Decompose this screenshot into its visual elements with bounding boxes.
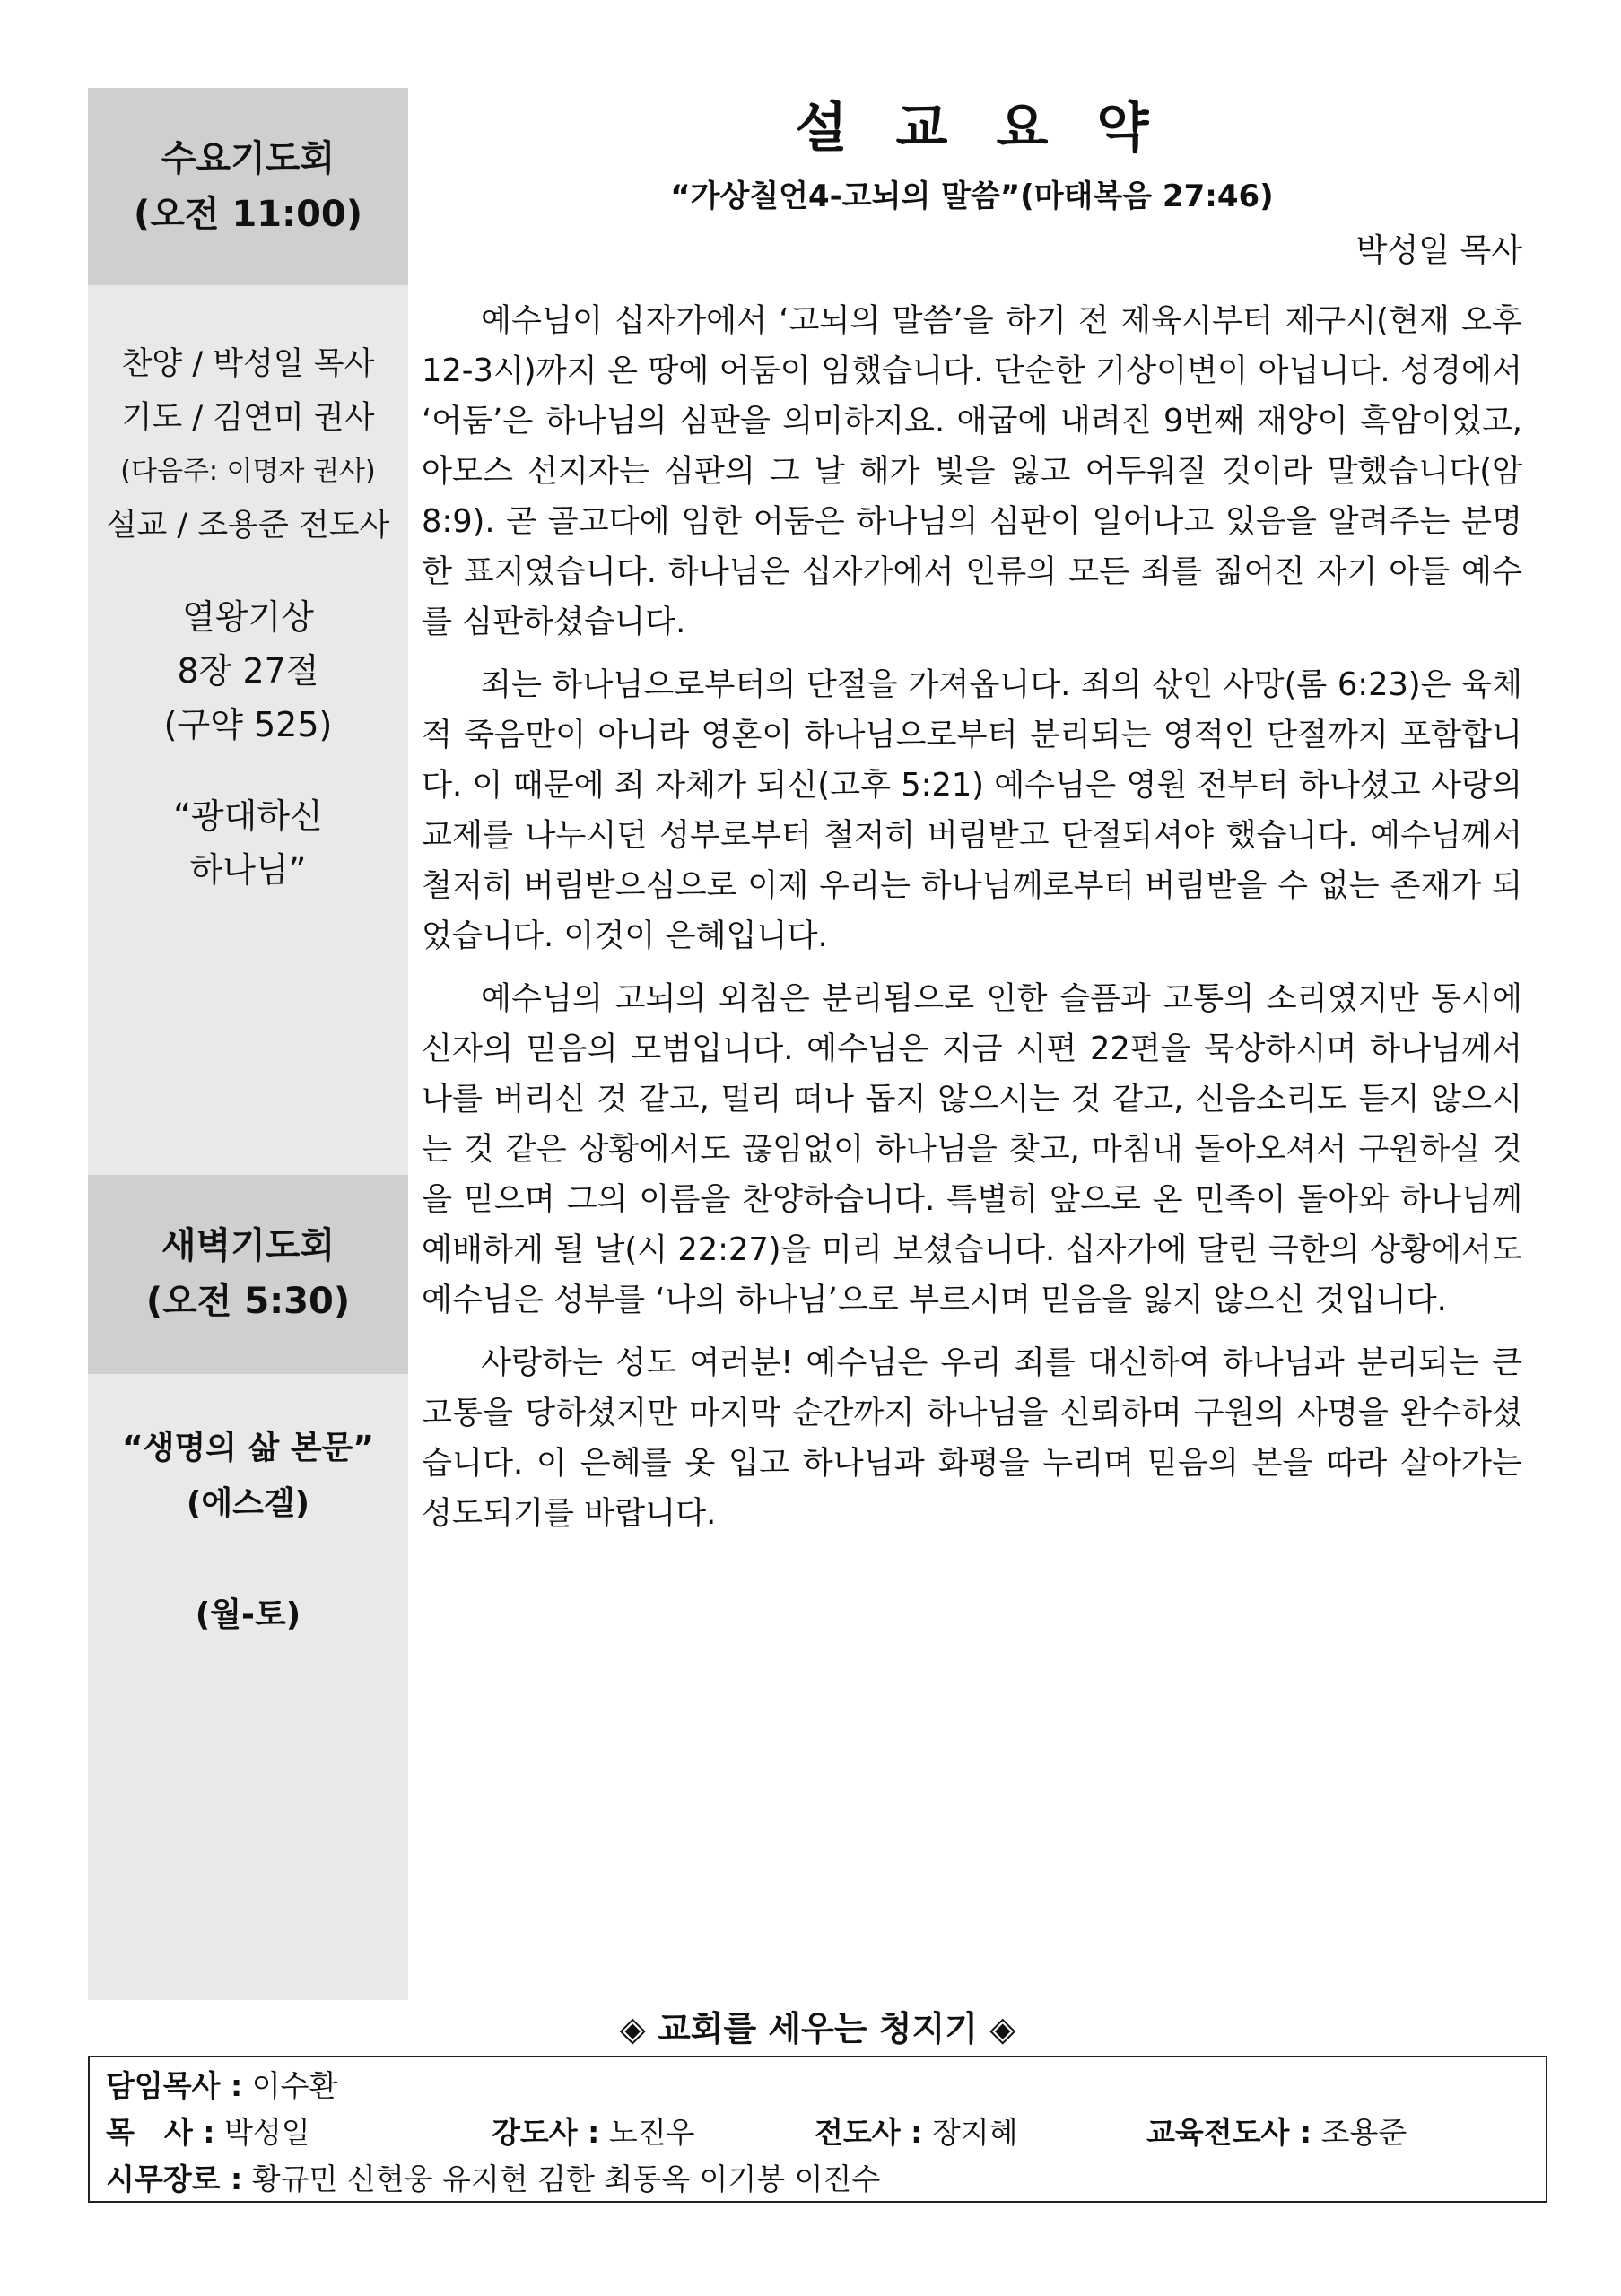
scripture-ref: 8장 27절 xyxy=(177,651,319,691)
sermon-preacher: 설교 / 조용준 전도사 xyxy=(106,508,390,544)
dawn-days: (월-토) xyxy=(195,1596,301,1633)
sermon-heading: 설교요약 xyxy=(795,97,1198,160)
edu-evangelist-label: 교육전도사 : xyxy=(1146,2115,1312,2150)
preacher-label: 강도사 : xyxy=(492,2115,600,2150)
wednesday-service-details xyxy=(88,285,408,1175)
sermon-paragraph: 죄는 하나님으로부터의 단절을 가져옵니다. 죄의 삯인 사망(롬 6:23)은 육체적 죽음만이 아니라 영혼이 하나님으로부터 분리되는 영적인 단절까지 포함합니다. 이 때문에 죄 자체가 되신(고후 5:21) 예수님은 영원 전부터 하나셨고 사랑의 교제를 나누시던 성부로부터 철저히 버림받고 단절되셔야 했습니다. 예수님께서 철저히 버림받으심으로 이제 우리는 하나님께로부터 버림받을 수 없는 존재가 되었습니다. 이것이 은혜입니다. xyxy=(422,666,1522,954)
pastor-label: 목 사 : xyxy=(106,2115,215,2150)
preacher-name: 노진우 xyxy=(608,2115,695,2150)
wednesday-service-header xyxy=(88,88,408,285)
sidebar xyxy=(88,88,408,2000)
dawn-text-line1: “생명의 삶 본문” xyxy=(121,1430,375,1466)
sermon-author: 박성일 목사 xyxy=(1355,232,1522,269)
praise-leader: 찬양 / 박성일 목사 xyxy=(121,346,375,382)
staff-box xyxy=(88,2056,1547,2203)
dawn-service-header xyxy=(88,1175,408,1374)
scripture-page: (구약 525) xyxy=(163,705,333,744)
pastor-name: 박성일 xyxy=(223,2115,310,2150)
sermon-paragraph: 예수님이 십자가에서 ‘고뇌의 말씀’을 하기 전 제육시부터 제구시(현재 오후 12-3시)까지 온 땅에 어둠이 임했습니다. 단순한 기상이변이 아닙니다. 성경에서 ‘어둠’은 하나님의 심판을 의미하지요. 애굽에 내려진 9번째 재앙이 흑암이었고, 아모스 선지자는 심판의 그 날 해가 빛을 잃고 어두워질 것이라 말했습니다(암 8:9). 곧 골고다에 임한 어둠은 하나님의 심판이 일어나고 있음을 알려주는 분명한 표지였습니다. 하나님은 십자가에서 인류의 모든 죄를 짊어진 자기 아들 예수를 심판하셨습니다. xyxy=(422,302,1522,640)
scripture-book: 열왕기상 xyxy=(182,597,314,637)
dawn-service-title: 새벽기도회 xyxy=(161,1225,336,1266)
sermon-subtitle: “가상칠언4-고뇌의 말씀”(마태복음 27:46) xyxy=(670,178,1274,214)
evangelist-label: 전도사 : xyxy=(815,2115,923,2150)
senior-pastor-label: 담임목사 : xyxy=(106,2068,243,2103)
dawn-service-time: (오전 5:30) xyxy=(145,1281,351,1322)
edu-evangelist-name: 조용준 xyxy=(1320,2115,1407,2150)
sermon-paragraph: 예수님의 고뇌의 외침은 분리됨으로 인한 슬픔과 고통의 소리였지만 동시에 신자의 믿음의 모범입니다. 예수님은 지금 시편 22편을 묵상하시며 하나님께서 나를 버리신 것 같고, 멀리 떠나 돕지 않으시는 것 같고, 신음소리도 듣지 않으시는 것 같은 상황에서도 끊임없이 하나님을 찾고, 마침내 돌아오셔서 구원하실 것을 믿으며 그의 이름을 찬양하습니다. 특별히 앞으로 온 민족이 돌아와 하나님께 예배하게 될 날(시 22:27)을 미리 보셨습니다. 십자가에 달린 극한의 상황에서도 예수님은 성부를 ‘나의 하나님’으로 부르시며 믿음을 잃지 않으신 것입니다. xyxy=(422,980,1522,1318)
sermon-paragraph: 사랑하는 성도 여러분! 예수님은 우리 죄를 대신하여 하나님과 분리되는 큰 고통을 당하셨지만 마지막 순간까지 하나님을 신뢰하며 구원의 사명을 완수하셨습니다. 이 은혜를 옷 입고 하나님과 화평을 누리며 믿음의 본을 따라 살아가는 성도되기를 바랍니다. xyxy=(422,1344,1522,1532)
evangelist-name: 장지혜 xyxy=(931,2115,1018,2150)
wednesday-sermon-title-line2: 하나님” xyxy=(189,850,307,890)
senior-pastor-name: 이수환 xyxy=(251,2068,338,2103)
wednesday-sermon-title-line1: “광대하신 xyxy=(173,796,323,836)
wednesday-service-time: (오전 11:00) xyxy=(133,194,363,235)
elders-label: 시무장로 : xyxy=(106,2161,243,2196)
staff-row-ministers xyxy=(106,2109,1529,2156)
next-prayer-leader: (다음주: 이명자 권사) xyxy=(120,456,376,487)
prayer-leader: 기도 / 김연미 권사 xyxy=(121,400,375,436)
stewards-title: ◈ 교회를 세우는 청지기 ◈ xyxy=(619,2009,1016,2048)
sermon-summary xyxy=(422,88,1522,1539)
dawn-service-details xyxy=(88,1374,408,2000)
staff-row-elders xyxy=(106,2156,1529,2203)
wednesday-service-title: 수요기도회 xyxy=(161,138,336,179)
staff-row-senior xyxy=(106,2063,1529,2109)
elders-names: 황규민 신현웅 유지현 김한 최동옥 이기봉 이진수 xyxy=(251,2161,881,2196)
dawn-text-line2: (에스겔) xyxy=(186,1485,310,1522)
